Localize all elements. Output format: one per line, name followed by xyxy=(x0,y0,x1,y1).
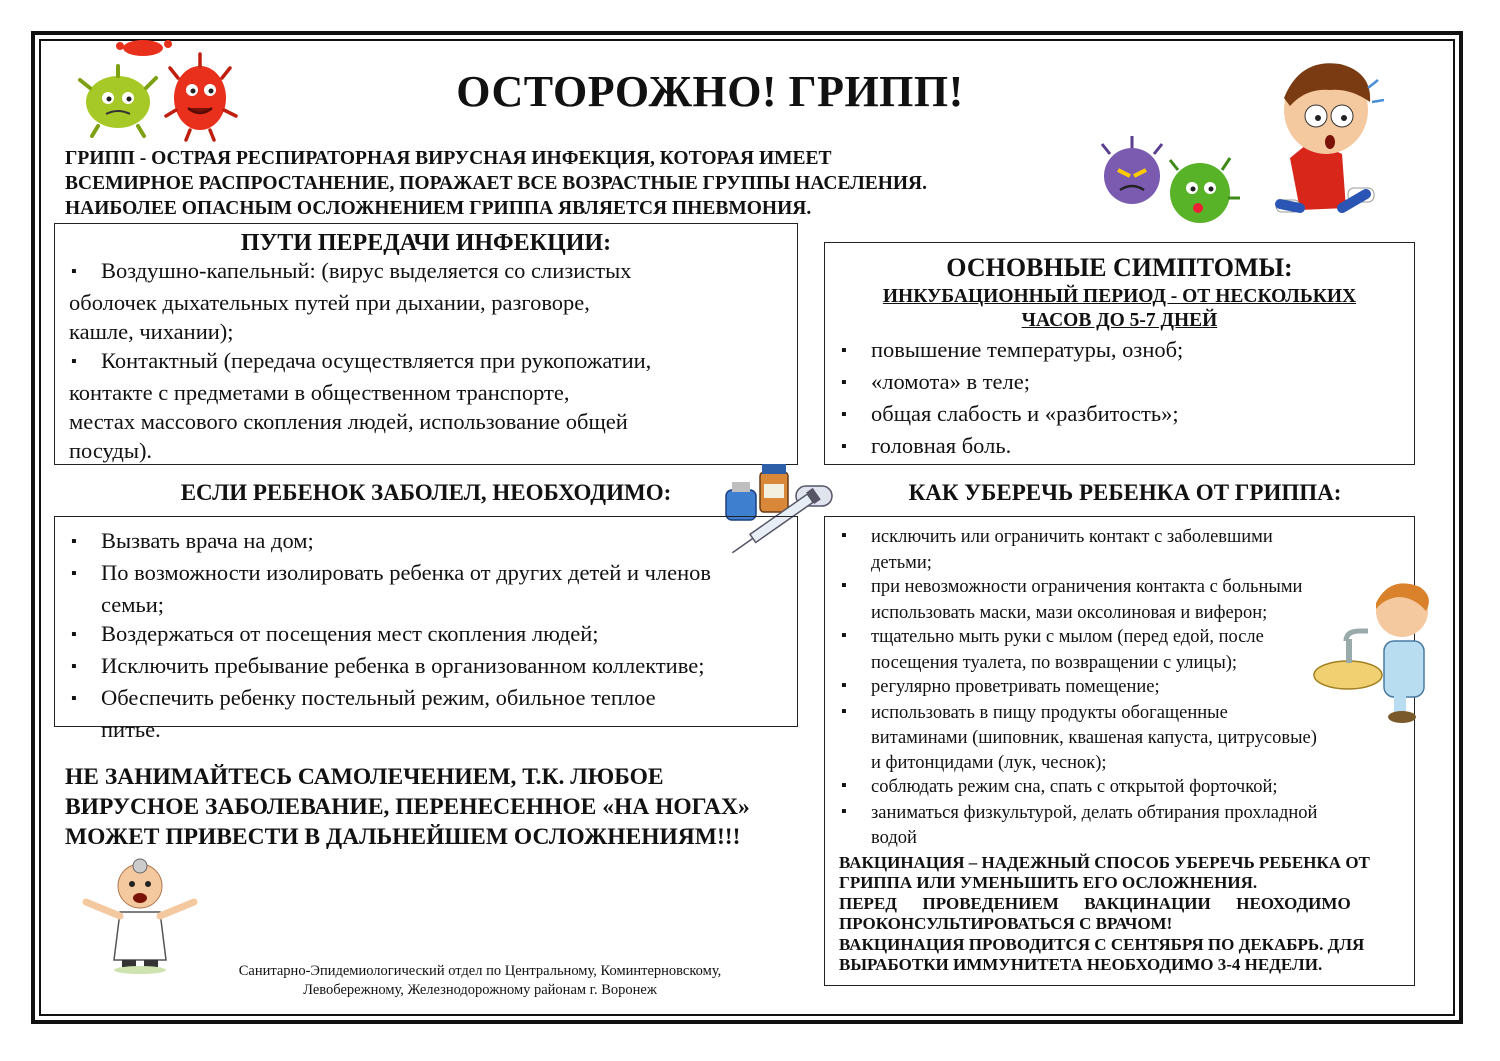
list-item-cont: водой xyxy=(871,828,917,848)
bullet-icon xyxy=(839,575,871,601)
page-title: ОСТОРОЖНО! ГРИПП! xyxy=(456,67,964,116)
list-item: ▪Воздушно-капельный: (вирус выделяется со слизистых xyxy=(69,256,797,288)
list-item-cont: питье. xyxy=(101,717,161,742)
list-item: ▪заниматься физкультурой, делать обтирания прохладной xyxy=(839,801,1414,827)
self-medication-warning: НЕ ЗАНИМАЙТЕСЬ САМОЛЕЧЕНИЕМ, Т.К. ЛЮБОЕ ВИРУСНОЕ ЗАБОЛЕВАНИЕ, ПЕРЕНЕСЕННОЕ «НА НОГАХ» МОЖЕТ ПРИВЕСТИ В ДАЛЬНЕЙШЕМ ОСЛОЖНЕНИЯМ!!! xyxy=(65,764,750,850)
list-item: ▪Обеспечить ребенку постельный режим, обильное теплое xyxy=(69,683,797,715)
doctor-cartoon-icon xyxy=(80,852,200,972)
symptoms-heading: ОСНОВНЫЕ СИМПТОМЫ: xyxy=(946,253,1293,282)
list-item: ▪регулярно проветривать помещение; xyxy=(839,675,1414,701)
list-item-cont: контакте с предметами в общественном транспорте, xyxy=(69,380,570,405)
intro-text xyxy=(65,146,1065,221)
boy-washing-hands-icon xyxy=(1310,575,1445,725)
list-item-cont: и фитонцидами (лук, чеснок); xyxy=(871,752,1107,773)
sick-child-heading: ЕСЛИ РЕБЕНОК ЗАБОЛЕЛ, НЕОБХОДИМО: xyxy=(180,480,672,505)
list-item-cont: витаминами (шиповник, квашеная капуста, цитрусовые) xyxy=(871,728,1317,748)
sick-child-section xyxy=(54,516,798,742)
bullet-icon xyxy=(69,346,101,378)
list-item: ▪Исключить пребывание ребенка в организованном коллективе; xyxy=(69,651,797,683)
list-item: ▪повышение температуры, озноб; xyxy=(839,335,1414,367)
bullet-icon xyxy=(69,256,101,288)
list-item: ▪По возможности изолировать ребенка от других детей и членов xyxy=(69,558,797,590)
bullet-icon xyxy=(839,525,871,551)
list-item-cont: использовать маски, мази оксолиновая и виферон; xyxy=(871,602,1268,623)
bullet-icon xyxy=(839,775,871,801)
list-item-cont: посуды). xyxy=(69,438,153,463)
intro-line: ГРИПП - ОСТРАЯ РЕСПИРАТОРНАЯ ВИРУСНАЯ ИНФЕКЦИЯ, КОТОРАЯ ИМЕЕТ xyxy=(65,148,832,169)
list-item-cont: семьи; xyxy=(101,592,165,617)
list-item-cont: посещения туалета, по возвращении с улицы); xyxy=(871,652,1238,673)
bullet-icon xyxy=(839,399,871,431)
bullet-icon xyxy=(839,431,871,463)
running-boy-with-germs-icon xyxy=(1080,58,1400,228)
list-item-cont: местах массового скопления людей, использование общей xyxy=(69,409,628,434)
bullet-icon xyxy=(69,558,101,590)
list-item-cont: детьми; xyxy=(871,552,932,573)
bullet-icon xyxy=(69,683,101,715)
transmission-heading: ПУТИ ПЕРЕДАЧИ ИНФЕКЦИИ: xyxy=(240,230,612,256)
bullet-icon xyxy=(69,651,101,683)
list-item: ▪тщательно мыть руки с мылом (перед едой, после xyxy=(839,625,1414,651)
transmission-section xyxy=(54,223,798,465)
list-item: ▪соблюдать режим сна, спать с открытой форточкой; xyxy=(839,775,1414,801)
footer-credit: Санитарно-Эпидемиологический отдел по Центральному, Коминтерновскому, Левобережному, Железнодорожному районам г. Воронеж xyxy=(238,963,722,998)
symptoms-section xyxy=(824,242,1415,465)
vaccination-note: ВАКЦИНАЦИЯ – НАДЕЖНЫЙ СПОСОБ УБЕРЕЧЬ РЕБЕНКА ОТ ГРИППА ИЛИ УМЕНЬШИТЬ ЕГО ОСЛОЖНЕНИЯ. ПЕРЕД ПРОВЕДЕНИЕМ ВАКЦИНАЦИИ НЕОХОДИМО ПРОКОНСУЛЬТИРОВАТЬСЯ С ВРАЧОМ! ВАКЦИНАЦИЯ ПРОВОДИТСЯ С СЕНТЯБРЯ ПО ДЕКАБРЬ. ДЛЯ ВЫРАБОТКИ ИММУНИТЕТА НЕОБХОДИМО 3-4 НЕДЕЛИ. xyxy=(839,852,1370,974)
list-item-cont: оболочек дыхательных путей при дыхании, разговоре, xyxy=(69,290,590,315)
list-item-cont: кашле, чихании); xyxy=(69,319,234,344)
list-item: ▪головная боль. xyxy=(839,431,1414,463)
intro-line: НАИБОЛЕЕ ОПАСНЫМ ОСЛОЖНЕНИЕМ ГРИППА ЯВЛЯЕТСЯ ПНЕВМОНИЯ. xyxy=(65,198,812,219)
list-item: ▪Контактный (передача осуществляется при рукопожатии, xyxy=(69,346,797,378)
bullet-icon xyxy=(839,675,871,701)
list-item: ▪общая слабость и «разбитость»; xyxy=(839,399,1414,431)
list-item: ▪исключить или ограничить контакт с заболевшими xyxy=(839,525,1414,551)
bullet-icon xyxy=(839,625,871,651)
list-item: ▪«ломота» в теле; xyxy=(839,367,1414,399)
bullet-icon xyxy=(69,526,101,558)
list-item: ▪использовать в пищу продукты обогащенные xyxy=(839,701,1414,727)
bullet-icon xyxy=(839,335,871,367)
bullet-icon xyxy=(69,619,101,651)
list-item: ▪Вызвать врача на дом; xyxy=(69,526,797,558)
incubation-line: ЧАСОВ ДО 5-7 ДНЕЙ xyxy=(1021,310,1218,331)
incubation-line: ИНКУБАЦИОННЫЙ ПЕРИОД - ОТ НЕСКОЛЬКИХ xyxy=(882,286,1357,307)
bullet-icon xyxy=(839,801,871,827)
list-item: ▪Воздержаться от посещения мест скопления людей; xyxy=(69,619,797,651)
protect-heading: КАК УБЕРЕЧЬ РЕБЕНКА ОТ ГРИППА: xyxy=(908,480,1342,505)
bullet-icon xyxy=(839,701,871,727)
virus-cluster-icon xyxy=(78,40,258,140)
list-item: ▪при невозможности ограничения контакта с больными xyxy=(839,575,1414,601)
intro-line: ВСЕМИРНОЕ РАСПРОСТАНЕНИЕ, ПОРАЖАЕТ ВСЕ ВОЗРАСТНЫЕ ГРУППЫ НАСЕЛЕНИЯ. xyxy=(65,173,928,194)
bullet-icon xyxy=(839,367,871,399)
